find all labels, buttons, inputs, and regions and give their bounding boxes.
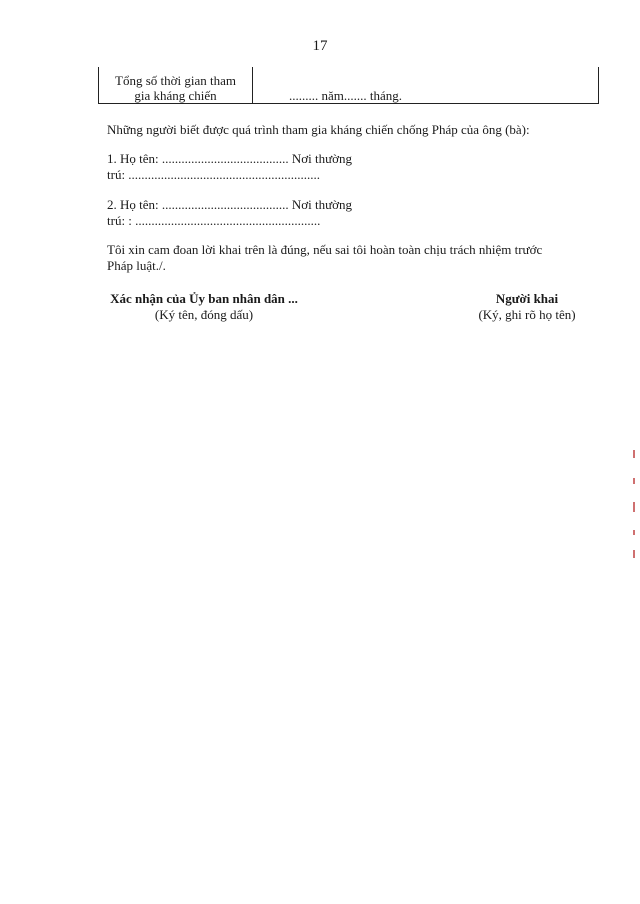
declaration-line1: Tôi xin cam đoan lời khai trên là đúng, nếu sai tôi hoàn toàn chịu trách nhiệm trước xyxy=(107,242,543,257)
page-number: 17 xyxy=(312,38,328,54)
service-time-label-line1: Tổng số thời gian tham xyxy=(115,73,236,88)
committee-signature-block xyxy=(98,291,310,323)
committee-signature-title: Xác nhận của Ủy ban nhân dân ... xyxy=(110,291,298,306)
witness2-name-line: 2. Họ tên: ....................................... Nơi thường xyxy=(107,197,353,212)
declarant-signature-block xyxy=(463,291,591,323)
declaration-line2: Pháp luật./. xyxy=(107,258,166,273)
service-time-label-line2: gia kháng chiến xyxy=(134,88,217,103)
witness1-residence-line: trú: ........................................................... xyxy=(107,167,321,182)
table-column-divider xyxy=(252,67,253,103)
service-time-value: ......... năm....... tháng. xyxy=(289,88,403,103)
witness2-residence-line: trú: : ......................................................... xyxy=(107,213,321,228)
witness1-name-line: 1. Họ tên: ....................................... Nơi thường xyxy=(107,151,353,166)
committee-signature-note: (Ký tên, đóng dấu) xyxy=(154,307,254,322)
declarant-signature-note: (Ký, ghi rõ họ tên) xyxy=(478,307,576,322)
service-time-label xyxy=(99,73,252,103)
witness-intro: Những người biết được quá trình tham gia kháng chiến chống Pháp của ông (bà): xyxy=(107,122,530,137)
service-time-table xyxy=(98,67,599,104)
margin-binding-marks xyxy=(632,450,636,570)
declarant-signature-title: Người khai xyxy=(495,291,559,306)
